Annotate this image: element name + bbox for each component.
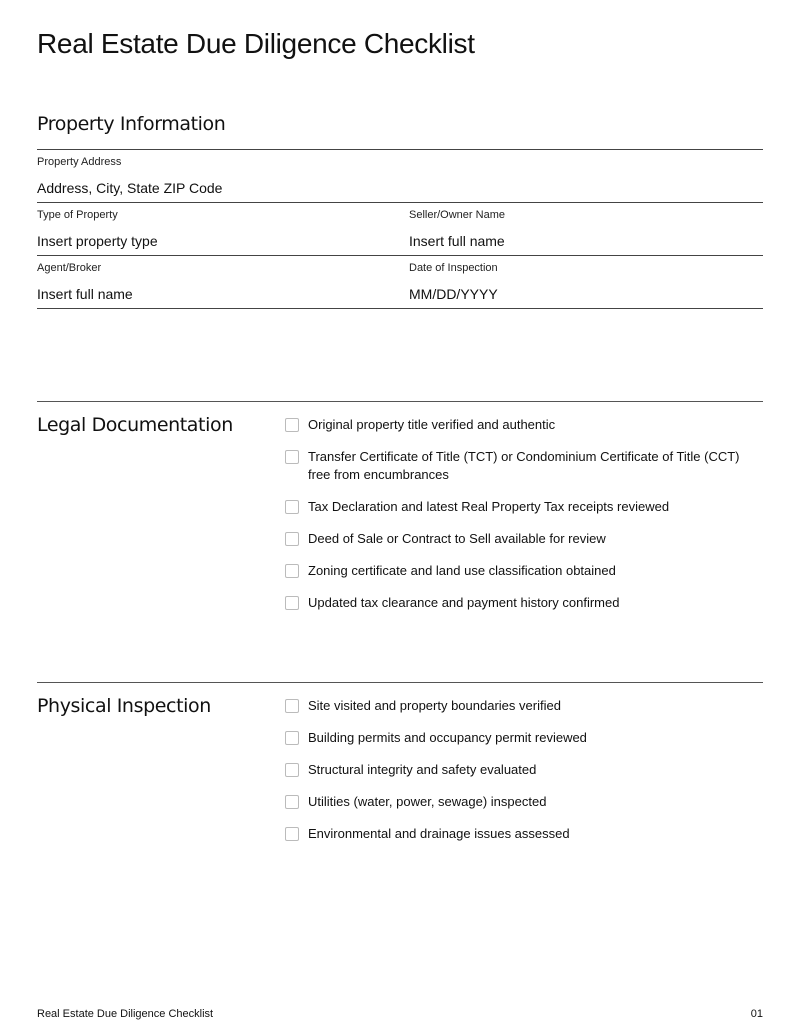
physical-heading: Physical Inspection: [37, 695, 211, 717]
footer-title: Real Estate Due Diligence Checklist: [37, 1008, 214, 1020]
checklist-item-label: Original property title verified and authentic: [308, 417, 556, 432]
legal-heading: Legal Documentation: [37, 414, 233, 436]
checklist-item: [285, 761, 755, 779]
checklist-item-label: Site visited and property boundaries verified: [308, 698, 561, 713]
type-field[interactable]: Insert property type: [37, 233, 158, 249]
checklist-item-label: Structural integrity and safety evaluated: [308, 762, 537, 777]
checklist-item-label: Transfer Certificate of Title (TCT) or Condominium Certificate of Title (CCT) free from encumbrances: [308, 449, 740, 482]
checklist-item-label: Deed of Sale or Contract to Sell available for review: [308, 531, 606, 546]
checklist-item: [285, 530, 755, 548]
checklist-item-label: Environmental and drainage issues assessed: [308, 826, 570, 841]
legal-checklist: [285, 416, 755, 626]
checklist-item-label: Tax Declaration and latest Real Property Tax receipts reviewed: [308, 499, 670, 514]
date-field[interactable]: MM/DD/YYYY: [409, 286, 498, 302]
date-label: Date of Inspection: [409, 262, 498, 274]
physical-section: [37, 682, 763, 841]
page-number: 01: [750, 1008, 763, 1020]
checkbox[interactable]: [285, 827, 299, 841]
address-row: [37, 149, 763, 202]
checklist-item: [285, 793, 755, 811]
agent-field[interactable]: Insert full name: [37, 286, 133, 302]
property-info-table: [37, 149, 763, 309]
agent-label: Agent/Broker: [37, 262, 102, 274]
property-info-heading: Property Information: [37, 113, 226, 135]
legal-section: [37, 401, 763, 610]
checklist-item-label: Zoning certificate and land use classification obtained: [308, 563, 616, 578]
checklist-item-label: Utilities (water, power, sewage) inspected: [308, 794, 547, 809]
checkbox[interactable]: [285, 763, 299, 777]
checklist-item-label: Updated tax clearance and payment history confirmed: [308, 595, 620, 610]
checkbox[interactable]: [285, 596, 299, 610]
checklist-item-label: Building permits and occupancy permit reviewed: [308, 730, 587, 745]
checklist-item: [285, 448, 755, 484]
address-field[interactable]: Address, City, State ZIP Code: [37, 180, 223, 196]
checklist-item: [285, 825, 755, 843]
checklist-item: [285, 498, 755, 516]
address-label: Property Address: [37, 156, 122, 168]
agent-date-row: [37, 255, 763, 309]
checkbox[interactable]: [285, 418, 299, 432]
seller-field[interactable]: Insert full name: [409, 233, 505, 249]
type-seller-row: [37, 202, 763, 255]
checkbox[interactable]: [285, 564, 299, 578]
seller-label: Seller/Owner Name: [409, 209, 505, 221]
type-label: Type of Property: [37, 209, 118, 221]
checkbox[interactable]: [285, 532, 299, 546]
checklist-item: [285, 594, 755, 612]
page-title: Real Estate Due Diligence Checklist: [37, 28, 475, 59]
physical-checklist: [285, 697, 755, 857]
checkbox[interactable]: [285, 699, 299, 713]
checklist-item: [285, 697, 755, 715]
checkbox[interactable]: [285, 450, 299, 464]
checklist-item: [285, 562, 755, 580]
checkbox[interactable]: [285, 795, 299, 809]
checkbox[interactable]: [285, 731, 299, 745]
checklist-item: [285, 416, 755, 434]
checkbox[interactable]: [285, 500, 299, 514]
checklist-item: [285, 729, 755, 747]
